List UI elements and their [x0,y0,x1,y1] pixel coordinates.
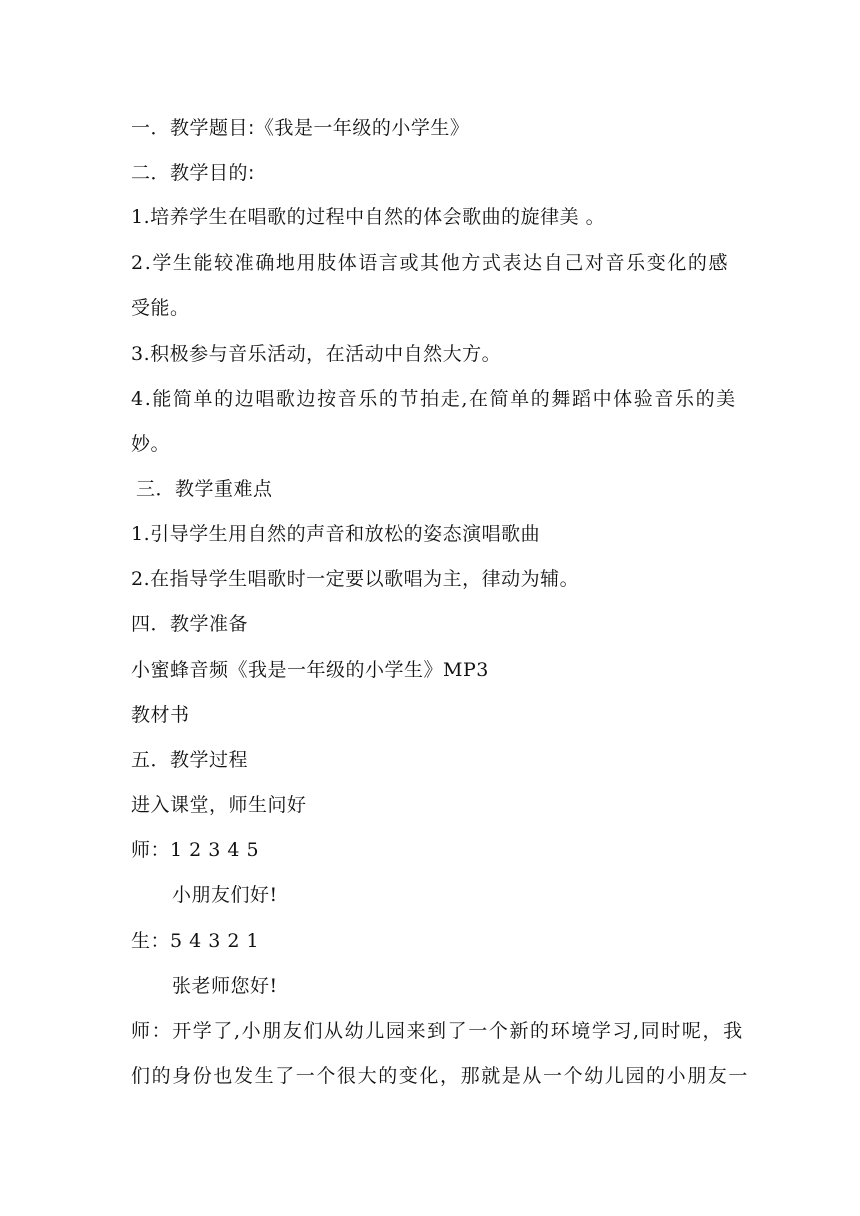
objective-1: 1.培养学生在唱歌的过程中自然的体会歌曲的旋律美 。 [131,206,606,228]
objective-4-continued: 妙。 [131,433,171,455]
preparation-item-2: 教材书 [131,704,190,726]
objective-2: 2.学生能较准确地用肢体语言或其他方式表达自己对音乐变化的感 [131,252,730,274]
section-title-topic: 一．教学题目:《我是一年级的小学生》 [131,117,470,139]
preparation-item-1: 小蜜蜂音频《我是一年级的小学生》MP3 [131,659,489,681]
section-title-process: 五．教学过程 [131,749,249,771]
section-title-preparation: 四．教学准备 [131,613,249,635]
dialogue-teacher-2: 师：开学了,小朋友们从幼儿园来到了一个新的环境学习,同时呢，我 [131,1020,744,1042]
dialogue-student-1: 生：5 4 3 2 1 [131,930,260,952]
objective-3: 3.积极参与音乐活动，在活动中自然大方。 [131,343,502,365]
dialogue-student-1-continued: 张老师您好! [172,975,278,997]
section-title-objectives: 二．教学目的: [131,162,255,184]
process-step-1: 进入课堂，师生问好 [131,794,307,816]
dialogue-teacher-2-continued: 们的身份也发生了一个很大的变化，那就是从一个幼儿园的小朋友一 [131,1065,750,1087]
dialogue-teacher-1-continued: 小朋友们好! [172,884,278,906]
key-point-2: 2.在指导学生唱歌时一定要以歌唱为主，律动为辅。 [131,568,580,590]
objective-4: 4.能简单的边唱歌边按音乐的节拍走,在简单的舞蹈中体验音乐的美 [131,388,737,410]
dialogue-teacher-1: 师：1 2 3 4 5 [131,839,260,861]
section-title-key-points: 三．教学重难点 [136,478,273,500]
key-point-1: 1.引导学生用自然的声音和放松的姿态演唱歌曲 [131,523,541,545]
objective-2-continued: 受能。 [131,297,190,319]
